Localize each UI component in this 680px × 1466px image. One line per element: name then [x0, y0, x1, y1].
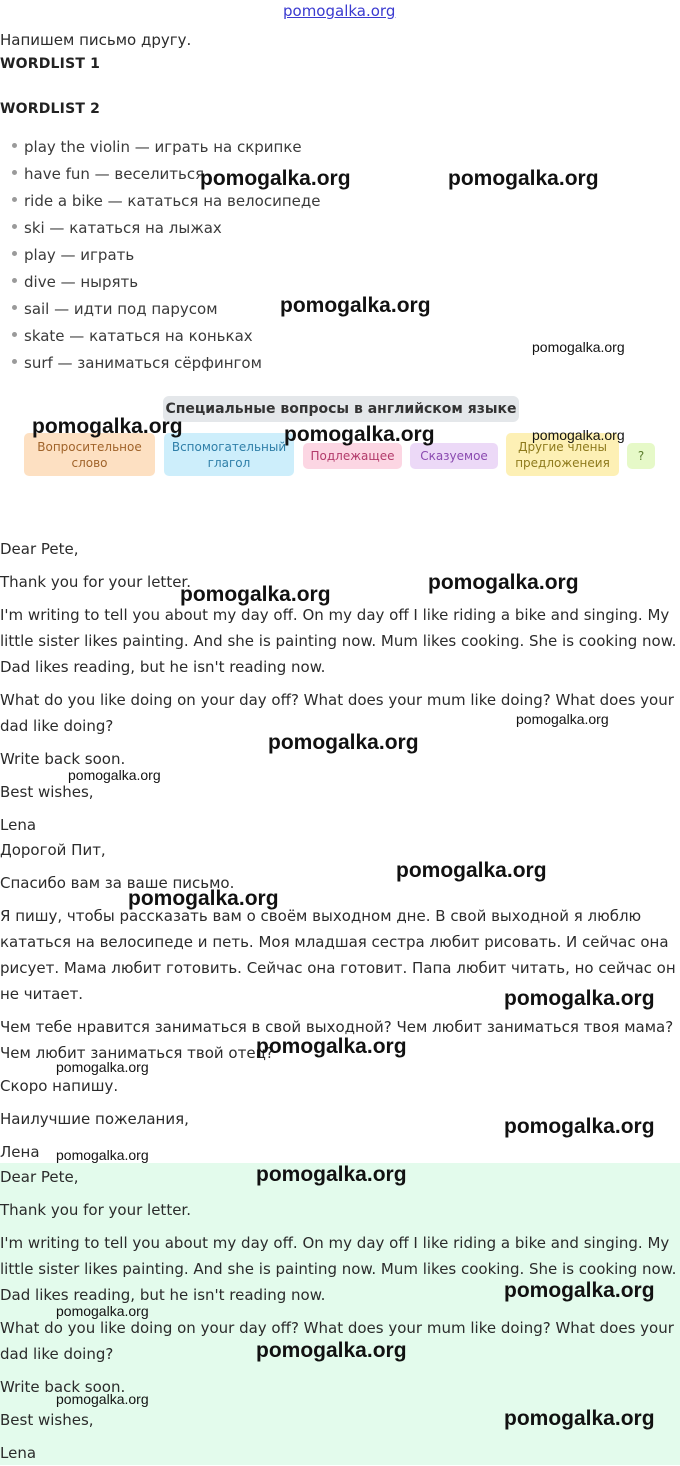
- chip-auxiliary-verb: Вспомогательный глагол: [164, 433, 294, 476]
- watermark: pomogalka.org: [516, 711, 609, 727]
- watermark: pomogalka.org: [256, 1339, 407, 1362]
- chip-question-mark: ?: [627, 443, 655, 469]
- letter-signature: Lena: [0, 1444, 37, 1462]
- letter-write-back: Write back soon.: [0, 1378, 126, 1396]
- bullet-icon: [12, 251, 17, 256]
- wordlist-1-title: WORDLIST 1: [0, 56, 101, 72]
- list-item: skate — кататься на коньках: [12, 327, 253, 345]
- letter-thanks: Thank you for your letter.: [0, 1201, 191, 1219]
- watermark: pomogalka.org: [504, 1407, 655, 1430]
- watermark: pomogalka.org: [128, 887, 279, 910]
- letter-wishes: Наилучшие пожелания,: [0, 1110, 189, 1128]
- chip-other-members: Другие члены предложенеия: [506, 433, 619, 476]
- watermark: pomogalka.org: [396, 859, 547, 882]
- letter-write-back: Write back soon.: [0, 750, 126, 768]
- watermark: pomogalka.org: [532, 339, 625, 355]
- letter-greeting: Dear Pete,: [0, 540, 79, 558]
- list-item: sail — идти под парусом: [12, 300, 218, 318]
- bullet-icon: [12, 143, 17, 148]
- watermark: pomogalka.org: [428, 571, 579, 594]
- letter-body: I'm writing to tell you about my day off. On my day off I like riding a bike and singing. My little sister likes painting. And she is painting now. Mum likes cooking. She is cooking now. Dad likes reading, but he isn't reading now.: [0, 1234, 677, 1304]
- watermark: pomogalka.org: [504, 1279, 655, 1302]
- watermark: pomogalka.org: [504, 1115, 655, 1138]
- watermark: pomogalka.org: [284, 423, 435, 446]
- letter-write-back: Скоро напишу.: [0, 1077, 119, 1095]
- bullet-icon: [12, 224, 17, 229]
- letter-body: Я пишу, чтобы рассказать вам о своём выходном дне. В свой выходной я люблю кататься на велосипеде и петь. Моя младшая сестра любит рисовать. И сейчас она рисует. Мама любит готовить. Сейчас она готовит. Папа любит читать, но сейчас он не читает.: [0, 907, 676, 1003]
- bullet-icon: [12, 170, 17, 175]
- chip-predicate: Сказуемое: [410, 443, 498, 469]
- watermark: pomogalka.org: [56, 1059, 149, 1075]
- bullet-icon: [12, 332, 17, 337]
- chip-question-word: Вопросительное слово: [24, 433, 155, 476]
- bullet-icon: [12, 305, 17, 310]
- list-item: play the violin — играть на скрипке: [12, 138, 302, 156]
- list-item: play — играть: [12, 246, 134, 264]
- letter-questions: Чем тебе нравится заниматься в свой выходной? Чем любит заниматься твоя мама? Чем любит заниматься твой отец?: [0, 1018, 674, 1062]
- list-item: surf — заниматься сёрфингом: [12, 354, 262, 372]
- letter-greeting: Dear Pete,: [0, 1168, 79, 1186]
- letter-wishes: Best wishes,: [0, 1411, 94, 1429]
- watermark: pomogalka.org: [180, 583, 331, 606]
- wordlist-2-title: WORDLIST 2: [0, 101, 101, 117]
- bullet-icon: [12, 359, 17, 364]
- letter-questions: What do you like doing on your day off? What does your mum like doing? What does your dad like doing?: [0, 691, 674, 735]
- bullet-icon: [12, 278, 17, 283]
- watermark: pomogalka.org: [68, 767, 161, 783]
- chip-subject: Подлежащее: [303, 443, 402, 469]
- watermark: pomogalka.org: [448, 167, 599, 190]
- letter-thanks: Thank you for your letter.: [0, 573, 191, 591]
- watermark: pomogalka.org: [56, 1303, 149, 1319]
- list-item: ride a bike — кататься на велосипеде: [12, 192, 320, 210]
- watermark: pomogalka.org: [504, 987, 655, 1010]
- letter-signature: Lena: [0, 816, 37, 834]
- letter-thanks: Спасибо вам за ваше письмо.: [0, 874, 235, 892]
- list-item: dive — нырять: [12, 273, 138, 291]
- watermark: pomogalka.org: [56, 1391, 149, 1407]
- list-item: have fun — веселиться: [12, 165, 204, 183]
- letter-questions: What do you like doing on your day off? What does your mum like doing? What does your dad like doing?: [0, 1319, 674, 1363]
- list-item: ski — кататься на лыжах: [12, 219, 222, 237]
- scheme-title: Специальные вопросы в английском языке: [163, 396, 519, 422]
- watermark: pomogalka.org: [256, 1035, 407, 1058]
- watermark: pomogalka.org: [532, 427, 625, 443]
- site-link[interactable]: pomogalka.org: [283, 2, 396, 20]
- watermark: pomogalka.org: [280, 294, 431, 317]
- watermark: pomogalka.org: [268, 731, 419, 754]
- letter-signature: Лена: [0, 1143, 40, 1161]
- watermark: pomogalka.org: [256, 1163, 407, 1186]
- letter-wishes: Best wishes,: [0, 783, 94, 801]
- watermark: pomogalka.org: [32, 415, 183, 438]
- watermark: pomogalka.org: [200, 167, 351, 190]
- letter-body: I'm writing to tell you about my day off. On my day off I like riding a bike and singing. My little sister likes painting. And she is painting now. Mum likes cooking. She is cooking now. Dad likes reading, but he isn't reading now.: [0, 606, 677, 676]
- watermark: pomogalka.org: [56, 1147, 149, 1163]
- bullet-icon: [12, 197, 17, 202]
- letter-greeting: Дорогой Пит,: [0, 841, 106, 859]
- intro-text: Напишем письмо другу.: [0, 31, 192, 49]
